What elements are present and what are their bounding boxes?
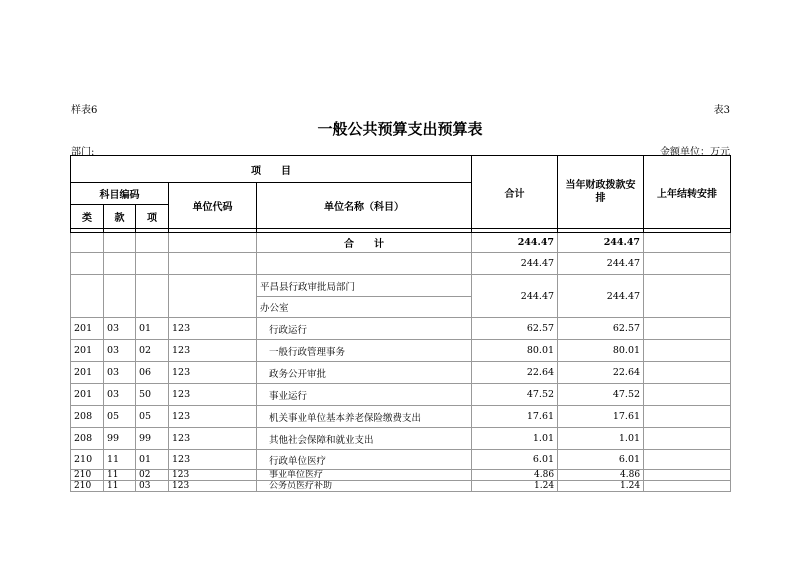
- kuan-header: 款: [104, 205, 136, 229]
- row-item-name: 行政单位医疗: [257, 450, 472, 470]
- row-unit-code: 123: [169, 428, 257, 450]
- row-total: 17.61: [472, 406, 558, 428]
- row-current-year: 62.57: [558, 318, 644, 340]
- project-header: 项 目: [71, 156, 472, 183]
- row-total: 80.01: [472, 340, 558, 362]
- table-row: [71, 481, 731, 492]
- row-prior-year: [644, 450, 731, 470]
- header-row-1: [71, 156, 731, 183]
- row-unit-code: 123: [169, 318, 257, 340]
- row-prior-year: [644, 340, 731, 362]
- table-row: [71, 470, 731, 481]
- row-unit-code: 123: [169, 340, 257, 362]
- table-row: [71, 450, 731, 470]
- row-lei: 201: [71, 362, 104, 384]
- row-item-name: 政务公开审批: [257, 362, 472, 384]
- row-current-year: 17.61: [558, 406, 644, 428]
- row-item-name: 行政运行: [257, 318, 472, 340]
- subtotal-row: [71, 253, 731, 275]
- table-row: [71, 384, 731, 406]
- xiang-header: 项: [136, 205, 169, 229]
- row-current-year: 47.52: [558, 384, 644, 406]
- row-kuan: 99: [104, 428, 136, 450]
- row-kuan: 11: [104, 450, 136, 470]
- prior-year-header: 上年结转安排: [644, 156, 731, 229]
- row-prior-year: [644, 428, 731, 450]
- row-xiang: 05: [136, 406, 169, 428]
- row-item-name: 一般行政管理事务: [257, 340, 472, 362]
- row-xiang: 06: [136, 362, 169, 384]
- row-kuan: 03: [104, 362, 136, 384]
- sample-label: 样表6: [71, 105, 98, 116]
- row-total: 4.86: [472, 470, 558, 481]
- row-lei: 201: [71, 340, 104, 362]
- row-total: 47.52: [472, 384, 558, 406]
- grand-total-row: [71, 233, 731, 253]
- row-item-name: 事业单位医疗: [257, 470, 472, 481]
- row-kuan: 03: [104, 384, 136, 406]
- row-current-year: 80.01: [558, 340, 644, 362]
- row-prior-year: [644, 318, 731, 340]
- row-item-name: 公务员医疗补助: [257, 481, 472, 492]
- row-kuan: 03: [104, 340, 136, 362]
- office-name: 办公室: [257, 297, 472, 318]
- row-total: 1.24: [472, 481, 558, 492]
- row-current-year: 6.01: [558, 450, 644, 470]
- row-total: 22.64: [472, 362, 558, 384]
- current-year-header: 当年财政拨款安排: [558, 156, 644, 229]
- row-current-year: 1.01: [558, 428, 644, 450]
- row-current-year: 1.24: [558, 481, 644, 492]
- row-total: 1.01: [472, 428, 558, 450]
- row-current-year: 22.64: [558, 362, 644, 384]
- budget-table: [70, 155, 731, 492]
- row-lei: 208: [71, 428, 104, 450]
- unit-code-header: 单位代码: [169, 183, 257, 229]
- department-total: 244.47: [472, 275, 558, 318]
- subtotal-current: 244.47: [558, 253, 644, 275]
- row-lei: 201: [71, 318, 104, 340]
- row-unit-code: 123: [169, 406, 257, 428]
- row-item-name: 机关事业单位基本养老保险缴费支出: [257, 406, 472, 428]
- subtotal-value: 244.47: [472, 253, 558, 275]
- row-total: 62.57: [472, 318, 558, 340]
- table-row: [71, 428, 731, 450]
- row-total: 6.01: [472, 450, 558, 470]
- table-number: 表3: [713, 105, 730, 116]
- row-kuan: 11: [104, 470, 136, 481]
- table-row: [71, 362, 731, 384]
- department-current: 244.47: [558, 275, 644, 318]
- row-prior-year: [644, 384, 731, 406]
- lei-header: 类: [71, 205, 104, 229]
- row-current-year: 4.86: [558, 470, 644, 481]
- row-unit-code: 123: [169, 362, 257, 384]
- department-label: 部门:: [71, 147, 95, 158]
- row-kuan: 03: [104, 318, 136, 340]
- department-name: 平昌县行政审批局部门: [257, 275, 472, 297]
- row-lei: 208: [71, 406, 104, 428]
- row-item-name: 事业运行: [257, 384, 472, 406]
- row-xiang: 01: [136, 450, 169, 470]
- row-lei: 210: [71, 450, 104, 470]
- row-prior-year: [644, 481, 731, 492]
- grand-total-current: 244.47: [558, 233, 644, 253]
- row-unit-code: 123: [169, 481, 257, 492]
- table-row: [71, 340, 731, 362]
- row-xiang: 01: [136, 318, 169, 340]
- row-unit-code: 123: [169, 470, 257, 481]
- row-kuan: 05: [104, 406, 136, 428]
- row-prior-year: [644, 406, 731, 428]
- row-kuan: 11: [104, 481, 136, 492]
- row-xiang: 03: [136, 481, 169, 492]
- amount-unit-label: 金额单位：万元: [660, 147, 730, 158]
- unit-name-header: 单位名称（科目）: [257, 183, 472, 229]
- row-item-name: 其他社会保障和就业支出: [257, 428, 472, 450]
- grand-total-value: 244.47: [472, 233, 558, 253]
- row-prior-year: [644, 470, 731, 481]
- row-unit-code: 123: [169, 384, 257, 406]
- row-lei: 210: [71, 470, 104, 481]
- page-title: 一般公共预算支出预算表: [317, 120, 483, 138]
- row-lei: 201: [71, 384, 104, 406]
- row-prior-year: [644, 362, 731, 384]
- row-unit-code: 123: [169, 450, 257, 470]
- table-row: [71, 318, 731, 340]
- row-xiang: 02: [136, 340, 169, 362]
- row-xiang: 50: [136, 384, 169, 406]
- total-header: 合计: [472, 156, 558, 229]
- subject-code-header: 科目编码: [71, 183, 169, 205]
- row-lei: 210: [71, 481, 104, 492]
- row-xiang: 02: [136, 470, 169, 481]
- department-row: [71, 275, 731, 297]
- grand-total-label: 合 计: [257, 233, 472, 253]
- row-xiang: 99: [136, 428, 169, 450]
- table-row: [71, 406, 731, 428]
